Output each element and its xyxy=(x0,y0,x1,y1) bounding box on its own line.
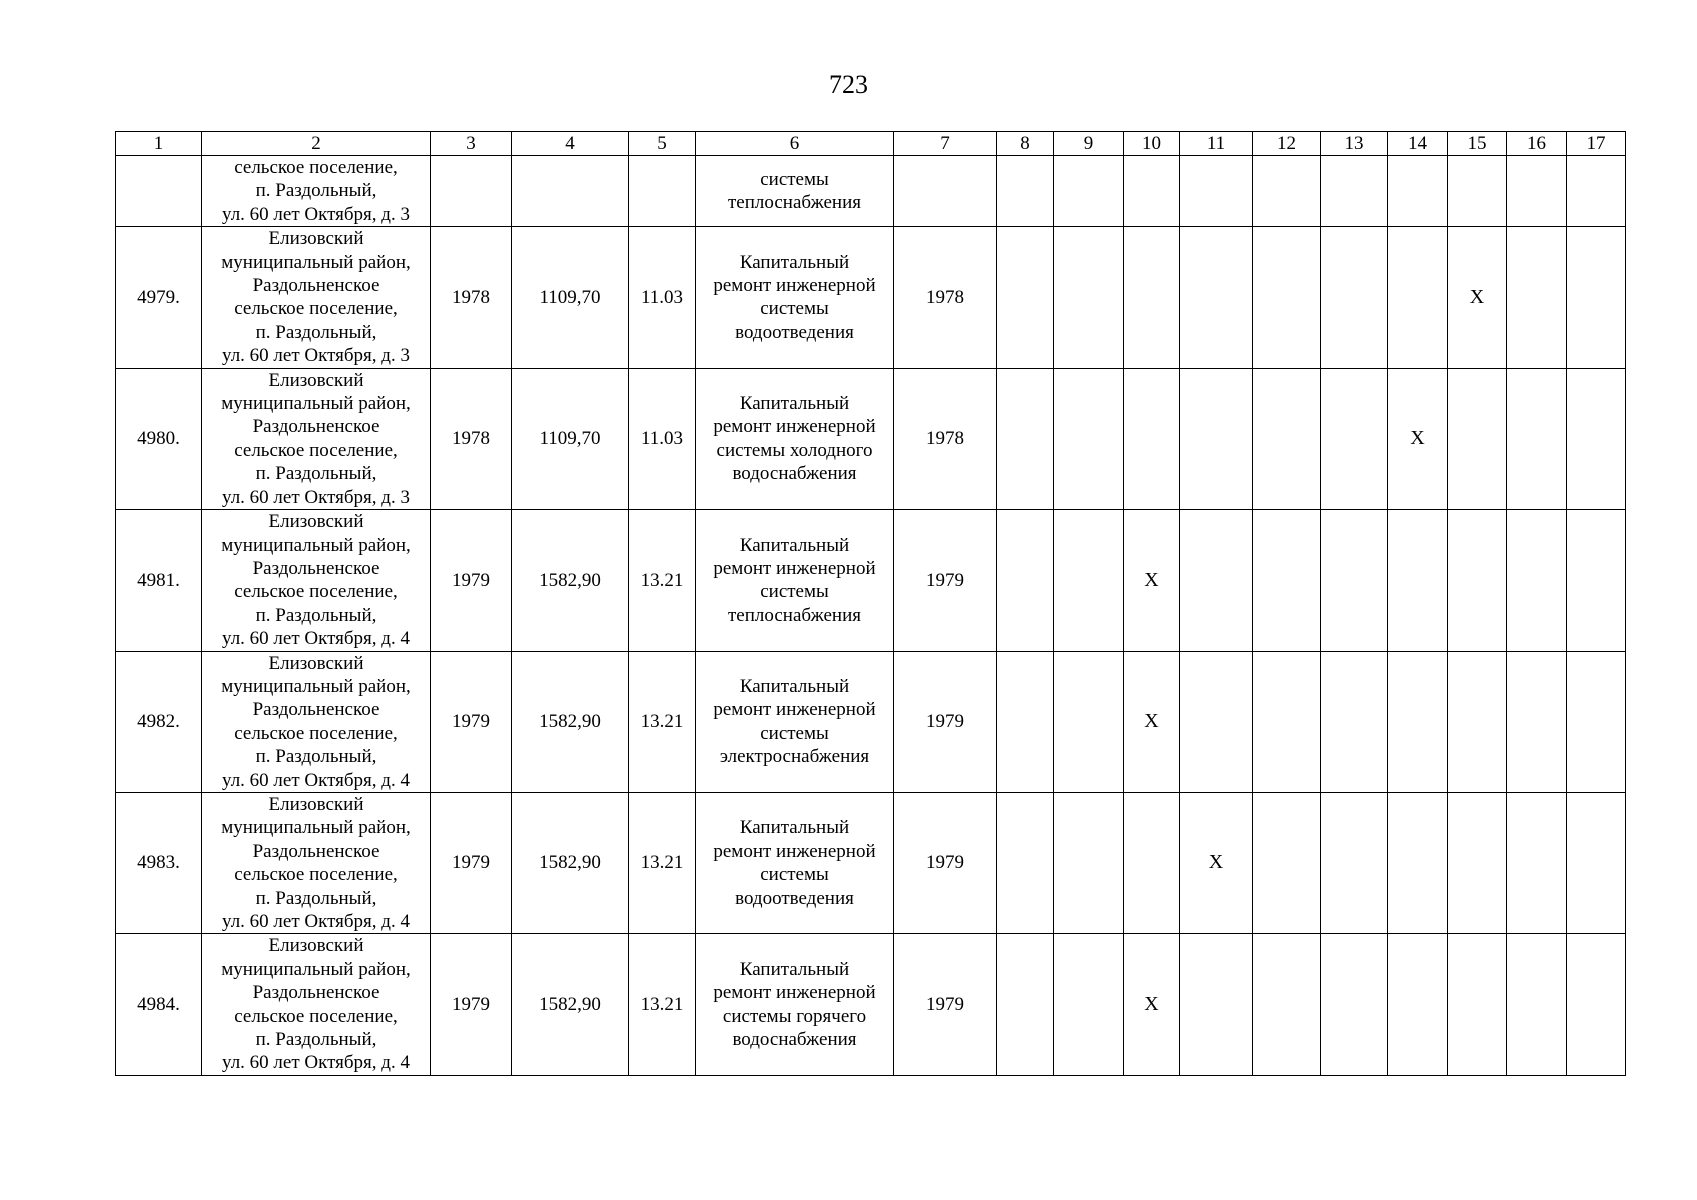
mark-cell xyxy=(1180,934,1253,1075)
mark-cell xyxy=(1507,792,1567,933)
mark-cell xyxy=(1448,510,1507,651)
mark-cell xyxy=(1321,156,1388,227)
area-cell: 1582,90 xyxy=(512,934,629,1075)
row-number-cell: 4980. xyxy=(116,368,202,509)
row-number-cell: 4979. xyxy=(116,227,202,368)
area-cell: 1109,70 xyxy=(512,227,629,368)
mark-cell xyxy=(1321,792,1388,933)
column-header: 7 xyxy=(894,132,997,156)
column-number-header-row xyxy=(116,132,1626,156)
area-cell xyxy=(512,156,629,227)
mark-cell xyxy=(1321,510,1388,651)
column-header: 12 xyxy=(1253,132,1321,156)
mark-cell xyxy=(1448,368,1507,509)
page-number: 723 xyxy=(829,70,868,99)
row-number-cell: 4983. xyxy=(116,792,202,933)
mark-cell xyxy=(1253,651,1321,792)
address-cell: Елизовский муниципальный район, Раздольненское сельское поселение, п. Раздольный, ул. 60 лет Октября, д. 4 xyxy=(202,510,431,651)
area-cell: 1582,90 xyxy=(512,792,629,933)
mark-cell xyxy=(1321,227,1388,368)
mark-cell xyxy=(1567,510,1626,651)
mark-cell xyxy=(1507,934,1567,1075)
column-header: 14 xyxy=(1388,132,1448,156)
code-cell xyxy=(629,156,696,227)
mark-cell xyxy=(1124,227,1180,368)
mark-cell xyxy=(1054,368,1124,509)
mark-cell xyxy=(1054,227,1124,368)
code-cell: 13.21 xyxy=(629,934,696,1075)
address-cell: Елизовский муниципальный район, Раздольненское сельское поселение, п. Раздольный, ул. 60 лет Октября, д. 3 xyxy=(202,227,431,368)
work-type-cell: Капитальный ремонт инженерной системы электроснабжения xyxy=(696,651,894,792)
mark-cell: X xyxy=(1388,368,1448,509)
mark-cell xyxy=(1567,934,1626,1075)
mark-cell: X xyxy=(1124,934,1180,1075)
plan-year-cell: 1979 xyxy=(894,934,997,1075)
column-header: 15 xyxy=(1448,132,1507,156)
mark-cell xyxy=(1388,156,1448,227)
table-row xyxy=(116,510,1626,651)
column-header: 16 xyxy=(1507,132,1567,156)
mark-cell xyxy=(1388,792,1448,933)
year-cell: 1979 xyxy=(431,934,512,1075)
column-header: 11 xyxy=(1180,132,1253,156)
column-header: 6 xyxy=(696,132,894,156)
mark-cell xyxy=(1124,156,1180,227)
mark-cell xyxy=(997,934,1054,1075)
mark-cell xyxy=(1253,368,1321,509)
mark-cell xyxy=(1321,368,1388,509)
mark-cell xyxy=(1054,934,1124,1075)
mark-cell xyxy=(1253,156,1321,227)
plan-year-cell: 1979 xyxy=(894,792,997,933)
table-row xyxy=(116,227,1626,368)
mark-cell xyxy=(1054,156,1124,227)
work-type-cell: Капитальный ремонт инженерной системы теплоснабжения xyxy=(696,510,894,651)
column-header: 5 xyxy=(629,132,696,156)
mark-cell xyxy=(1054,651,1124,792)
work-type-cell: Капитальный ремонт инженерной системы горячего водоснабжения xyxy=(696,934,894,1075)
mark-cell: X xyxy=(1448,227,1507,368)
year-cell: 1978 xyxy=(431,368,512,509)
mark-cell xyxy=(1507,227,1567,368)
column-header: 1 xyxy=(116,132,202,156)
code-cell: 13.21 xyxy=(629,510,696,651)
work-type-cell: Капитальный ремонт инженерной системы водоотведения xyxy=(696,792,894,933)
mark-cell xyxy=(1567,651,1626,792)
column-header: 13 xyxy=(1321,132,1388,156)
column-header: 17 xyxy=(1567,132,1626,156)
year-cell: 1979 xyxy=(431,510,512,651)
work-type-cell: Капитальный ремонт инженерной системы холодного водоснабжения xyxy=(696,368,894,509)
year-cell: 1978 xyxy=(431,227,512,368)
mark-cell: X xyxy=(1180,792,1253,933)
column-header: 3 xyxy=(431,132,512,156)
mark-cell xyxy=(1253,934,1321,1075)
mark-cell xyxy=(1507,651,1567,792)
mark-cell xyxy=(1054,792,1124,933)
work-type-cell: системы теплоснабжения xyxy=(696,156,894,227)
mark-cell xyxy=(997,156,1054,227)
mark-cell: X xyxy=(1124,651,1180,792)
year-cell: 1979 xyxy=(431,792,512,933)
mark-cell xyxy=(997,227,1054,368)
mark-cell xyxy=(1388,651,1448,792)
plan-year-cell: 1979 xyxy=(894,510,997,651)
work-type-cell: Капитальный ремонт инженерной системы водоотведения xyxy=(696,227,894,368)
address-cell: сельское поселение, п. Раздольный, ул. 60 лет Октября, д. 3 xyxy=(202,156,431,227)
table-row xyxy=(116,934,1626,1075)
mark-cell xyxy=(1253,792,1321,933)
mark-cell xyxy=(1180,651,1253,792)
column-header: 10 xyxy=(1124,132,1180,156)
mark-cell xyxy=(1180,156,1253,227)
plan-year-cell: 1979 xyxy=(894,651,997,792)
mark-cell xyxy=(1180,227,1253,368)
mark-cell xyxy=(1567,227,1626,368)
mark-cell xyxy=(1321,651,1388,792)
address-cell: Елизовский муниципальный район, Раздольненское сельское поселение, п. Раздольный, ул. 60 лет Октября, д. 4 xyxy=(202,651,431,792)
mark-cell xyxy=(997,651,1054,792)
mark-cell xyxy=(1124,792,1180,933)
address-cell: Елизовский муниципальный район, Раздольненское сельское поселение, п. Раздольный, ул. 60 лет Октября, д. 4 xyxy=(202,792,431,933)
year-cell xyxy=(431,156,512,227)
mark-cell xyxy=(1180,510,1253,651)
mark-cell xyxy=(1388,227,1448,368)
mark-cell xyxy=(1253,510,1321,651)
column-header: 8 xyxy=(997,132,1054,156)
row-number-cell: 4982. xyxy=(116,651,202,792)
mark-cell xyxy=(1448,156,1507,227)
plan-year-cell xyxy=(894,156,997,227)
mark-cell xyxy=(1448,651,1507,792)
table-row xyxy=(116,651,1626,792)
mark-cell xyxy=(1321,934,1388,1075)
code-cell: 13.21 xyxy=(629,792,696,933)
mark-cell xyxy=(1180,368,1253,509)
mark-cell xyxy=(1507,156,1567,227)
table-row xyxy=(116,792,1626,933)
mark-cell xyxy=(997,510,1054,651)
mark-cell: X xyxy=(1124,510,1180,651)
mark-cell xyxy=(1507,368,1567,509)
mark-cell xyxy=(1567,368,1626,509)
mark-cell xyxy=(1388,934,1448,1075)
address-cell: Елизовский муниципальный район, Раздольненское сельское поселение, п. Раздольный, ул. 60 лет Октября, д. 4 xyxy=(202,934,431,1075)
year-cell: 1979 xyxy=(431,651,512,792)
area-cell: 1582,90 xyxy=(512,651,629,792)
code-cell: 13.21 xyxy=(629,651,696,792)
mark-cell xyxy=(1567,156,1626,227)
row-number-cell: 4984. xyxy=(116,934,202,1075)
mark-cell xyxy=(1448,934,1507,1075)
column-header: 2 xyxy=(202,132,431,156)
mark-cell xyxy=(1448,792,1507,933)
plan-year-cell: 1978 xyxy=(894,227,997,368)
mark-cell xyxy=(1253,227,1321,368)
address-cell: Елизовский муниципальный район, Раздольненское сельское поселение, п. Раздольный, ул. 60 лет Октября, д. 3 xyxy=(202,368,431,509)
mark-cell xyxy=(1567,792,1626,933)
registry-table xyxy=(115,131,1626,1076)
mark-cell xyxy=(1124,368,1180,509)
table-row xyxy=(116,368,1626,509)
column-header: 4 xyxy=(512,132,629,156)
mark-cell xyxy=(1507,510,1567,651)
row-number-cell xyxy=(116,156,202,227)
row-number-cell: 4981. xyxy=(116,510,202,651)
column-header: 9 xyxy=(1054,132,1124,156)
continuation-row xyxy=(116,156,1626,227)
code-cell: 11.03 xyxy=(629,368,696,509)
mark-cell xyxy=(1388,510,1448,651)
plan-year-cell: 1978 xyxy=(894,368,997,509)
area-cell: 1109,70 xyxy=(512,368,629,509)
area-cell: 1582,90 xyxy=(512,510,629,651)
mark-cell xyxy=(1054,510,1124,651)
code-cell: 11.03 xyxy=(629,227,696,368)
mark-cell xyxy=(997,792,1054,933)
mark-cell xyxy=(997,368,1054,509)
